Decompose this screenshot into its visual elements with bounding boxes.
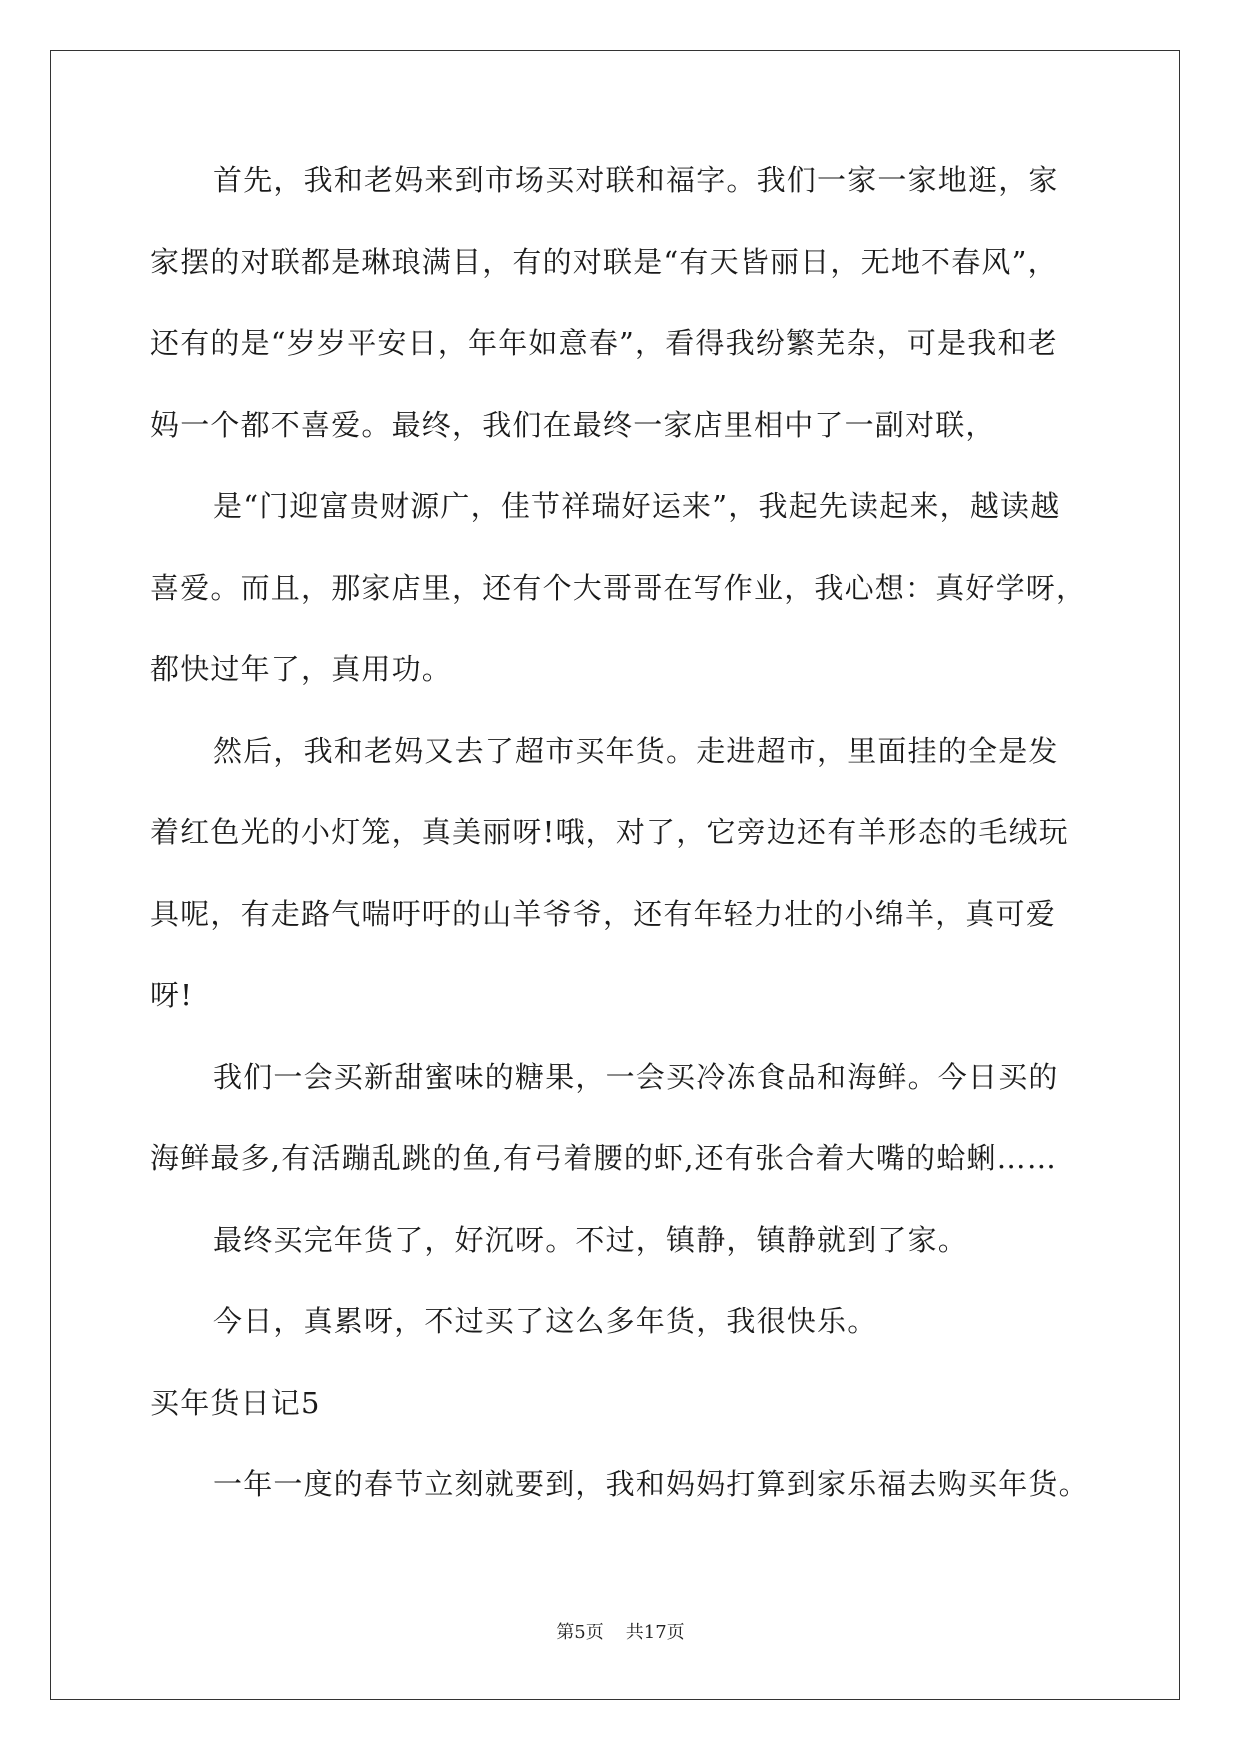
document-body xyxy=(150,160,1090,1546)
text-line: 还有的是“岁岁平安日，年年如意春”，看得我纷繁芜杂，可是我和老 xyxy=(150,326,1058,360)
text-line: 妈一个都不喜爱。最终，我们在最终一家店里相中了一副对联， xyxy=(150,407,996,442)
text-line: 具呢，有走路气喘吁吁的山羊爷爷，还有年轻力壮的小绵羊，真可爱 xyxy=(150,896,1057,931)
text-line: 都快过年了，真用功。 xyxy=(150,652,453,686)
page-total: 共17页 xyxy=(625,1622,685,1643)
text-line: 最终买完年货了，好沉呀。不过，镇静，镇静就到了家。 xyxy=(213,1222,969,1257)
page-number: 第5页 xyxy=(556,1622,604,1643)
text-line: 一年一度的春节立刻就要到，我和妈妈打算到家乐福去购买年货。 xyxy=(213,1467,1089,1501)
text-line: 是“门迎富贵财源广，佳节祥瑞好运来”，我起先读起来，越读越 xyxy=(213,489,1061,523)
text-line: 家摆的对联都是琳琅满目，有的对联是“有天皆丽日，无地不春风”， xyxy=(150,244,1058,279)
text-line: 呀! xyxy=(150,978,194,1012)
text-line: 今日，真累呀，不过买了这么多年货，我很快乐。 xyxy=(213,1304,878,1338)
page-footer xyxy=(0,1618,1241,1644)
text-line: 首先，我和老妈来到市场买对联和福字。我们一家一家地逛，家 xyxy=(213,163,1059,197)
text-line: 然后，我和老妈又去了超市买年货。走进超市，里面挂的全是发 xyxy=(213,733,1059,768)
text-line: 我们一会买新甜蜜味的糖果，一会买冷冻食品和海鲜。今日买的 xyxy=(213,1059,1059,1094)
section-heading: 买年货日记5 xyxy=(150,1385,321,1420)
text-line: 喜爱。而且，那家店里，还有个大哥哥在写作业，我心想：真好学呀， xyxy=(150,570,1087,605)
text-line: 海鲜最多,有活蹦乱跳的鱼,有弓着腰的虾,还有张合着大嘴的蛤蜊…… xyxy=(150,1141,1058,1175)
text-line: 着红色光的小灯笼，真美丽呀!哦，对了，它旁边还有羊形态的毛绒玩 xyxy=(150,815,1069,849)
